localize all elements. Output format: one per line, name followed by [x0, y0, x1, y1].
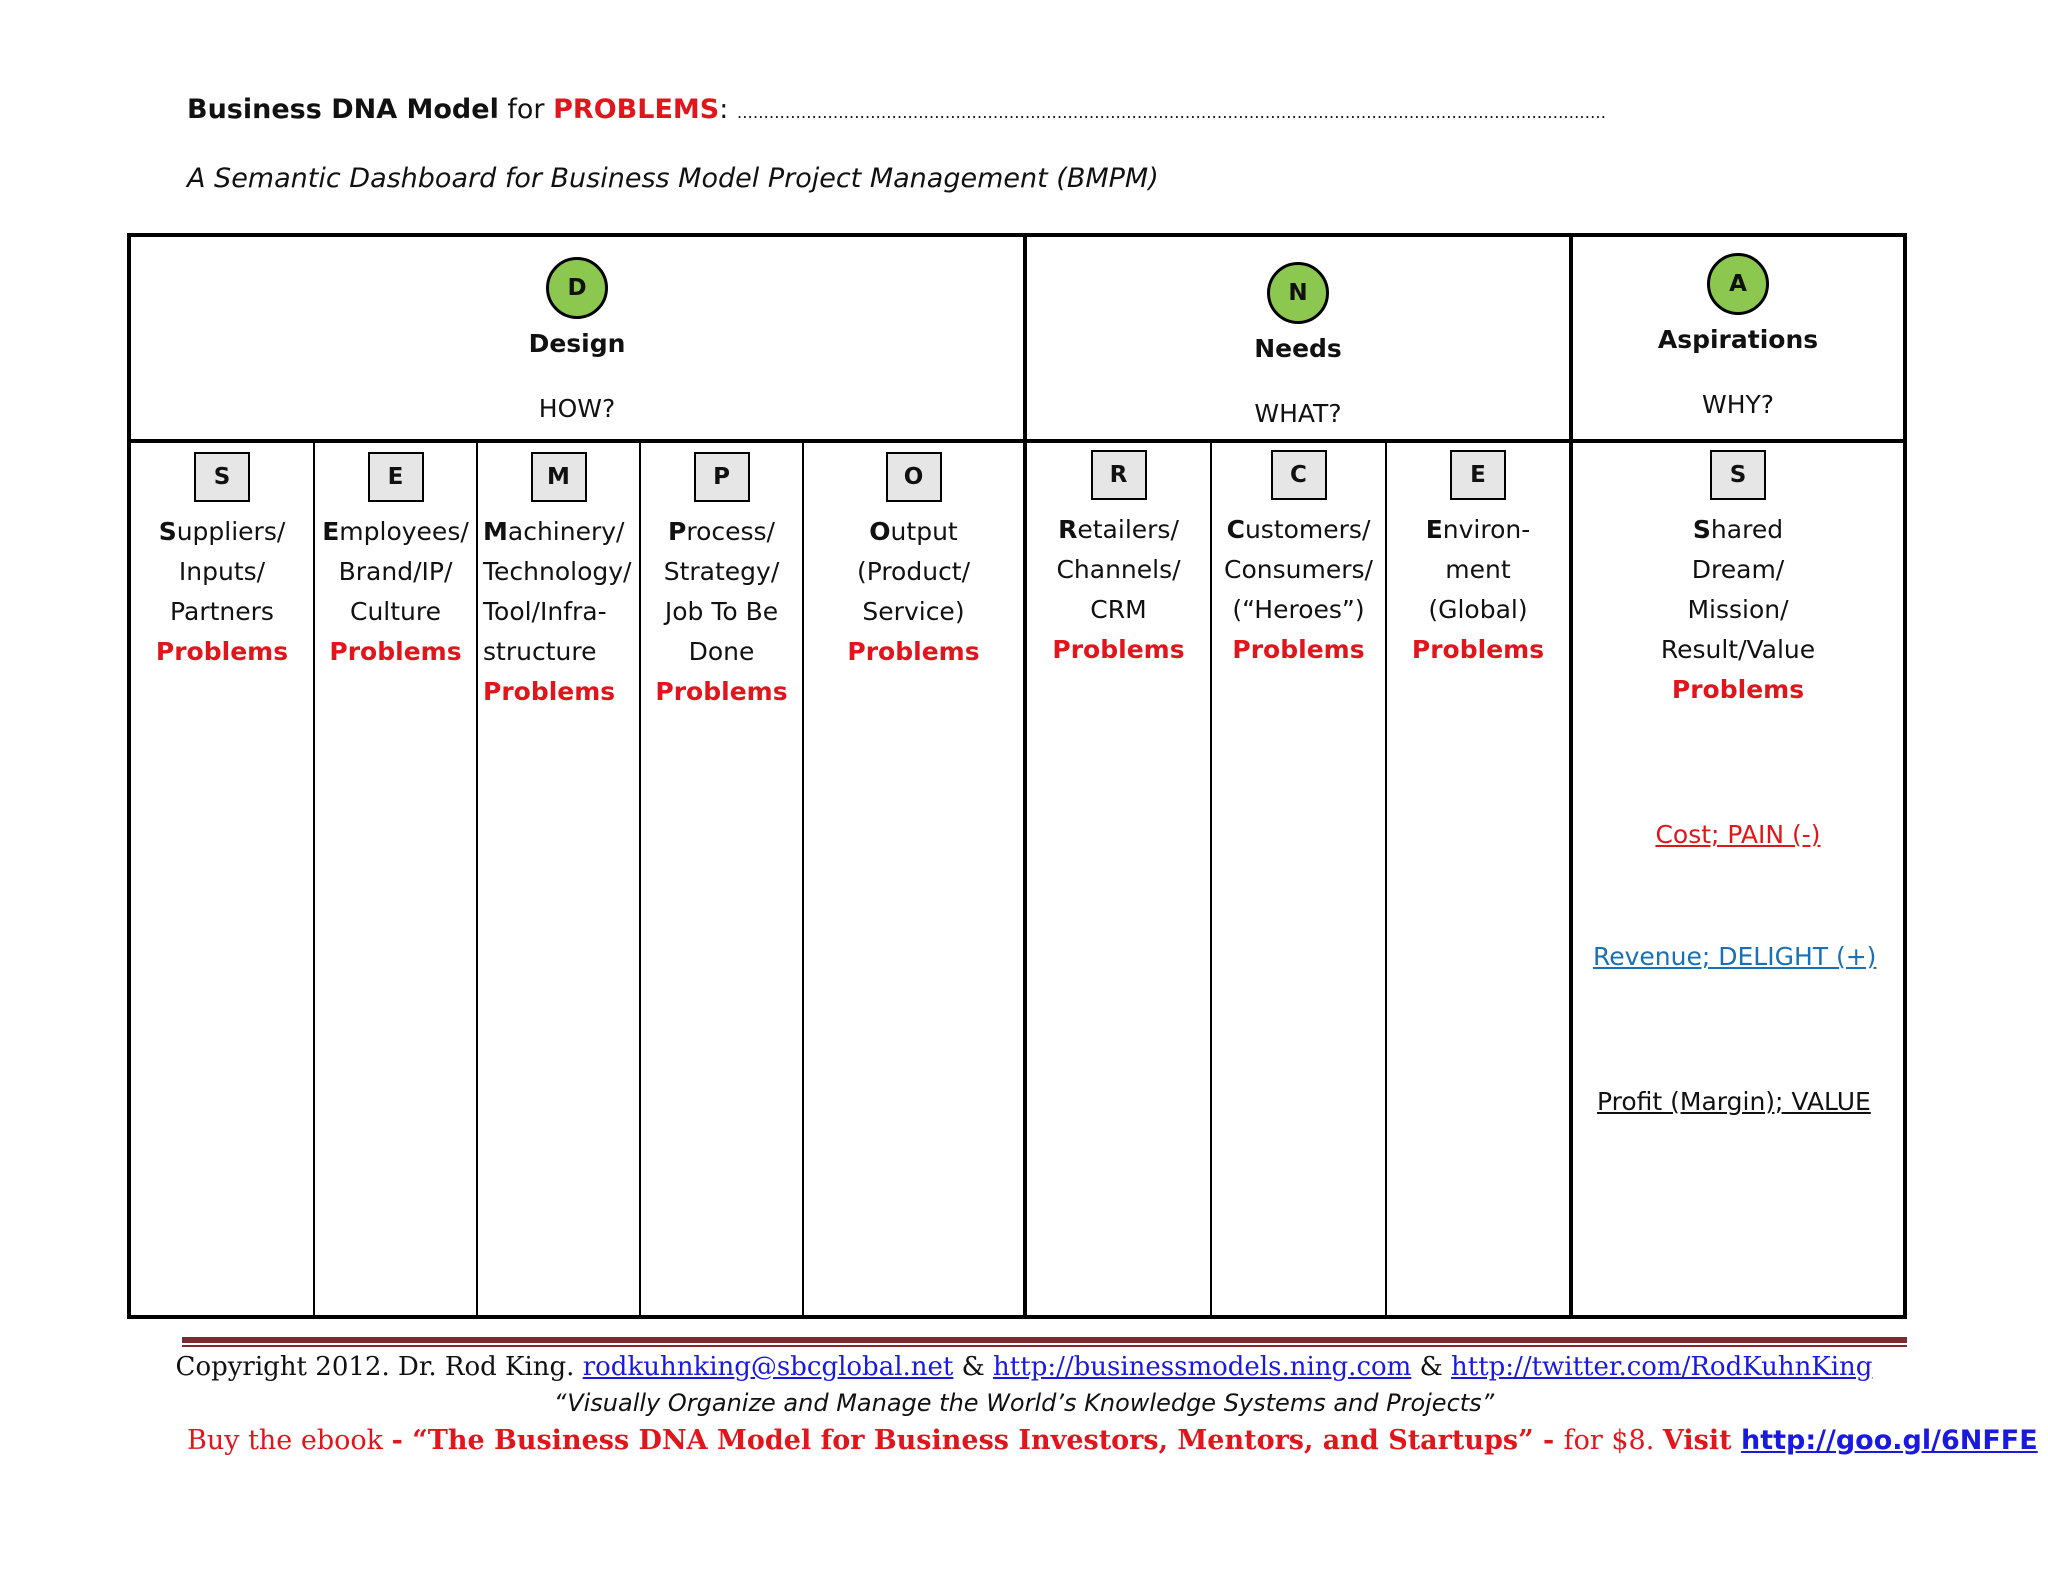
column-line: mployees/ [339, 517, 469, 546]
ebook-title: “The Business DNA Model for Business Investors, Mentors, and Startups” [412, 1425, 1534, 1456]
buy-ebook-line [187, 1425, 2038, 1456]
column-letter-box: P [694, 452, 750, 502]
ampersand: & [953, 1352, 994, 1382]
buy-dash: - [391, 1425, 413, 1456]
column-line: Job To Be [664, 597, 779, 626]
section-needs [1027, 262, 1569, 428]
column-letter-box: M [531, 452, 587, 502]
profit-value-note: Profit (Margin); VALUE [1597, 1087, 1871, 1116]
column-line: Result/Value [1660, 635, 1816, 664]
site-link[interactable]: http://businessmodels.ning.com [993, 1352, 1412, 1382]
title-colon: : [719, 94, 737, 125]
column-line: ment [1445, 555, 1511, 584]
column-output [804, 452, 1023, 672]
column-line: Consumers/ [1224, 555, 1373, 584]
page-subtitle: A Semantic Dashboard for Business Model Project Management (BMPM) [187, 163, 1159, 194]
column-environment [1387, 450, 1569, 670]
column-letter-box: E [368, 452, 424, 502]
column-line: (“Heroes”) [1232, 595, 1365, 624]
aspirations-question: WHY? [1701, 390, 1775, 419]
section-design [131, 257, 1023, 423]
problems-label: Problems [655, 677, 788, 706]
column-process [641, 452, 802, 712]
column-line: Technology/ [483, 557, 632, 586]
problems-label: Problems [329, 637, 462, 666]
problems-label: Problems [1232, 635, 1365, 664]
column-line: (Global) [1428, 595, 1528, 624]
column-retailers [1027, 450, 1210, 670]
column-line: (Product/ [856, 557, 971, 586]
column-letter-box: S [194, 452, 250, 502]
column-employees [315, 452, 476, 672]
column-line: CRM [1090, 595, 1147, 624]
column-line: achinery/ [507, 517, 625, 546]
title-for: for [498, 94, 554, 125]
column-letter-box: S [1710, 450, 1766, 500]
problems-label: Problems [155, 637, 289, 666]
column-line: Inputs/ [178, 557, 266, 586]
footer-rule-thin [182, 1345, 1907, 1347]
column-line: Partners [170, 597, 274, 626]
column-line: uppliers/ [176, 517, 286, 546]
header-divider [127, 439, 1907, 443]
cost-pain-note: Cost; PAIN (-) [1655, 820, 1821, 849]
column-line: Dream/ [1691, 555, 1785, 584]
column-initial: M [483, 517, 508, 546]
column-line: Tool/Infra- [483, 597, 607, 626]
column-machinery [478, 452, 639, 712]
title-dots: …………………………………………………………………………………………………………………………………….………… [736, 103, 1606, 122]
design-title: Design [528, 329, 626, 358]
problems-label: Problems [1052, 635, 1185, 664]
buy-dash: - [1533, 1425, 1564, 1456]
column-suppliers [131, 452, 313, 672]
column-line: Done [688, 637, 755, 666]
column-initial: S [1692, 515, 1711, 544]
buy-prefix: Buy the ebook [187, 1425, 392, 1456]
aspirations-circle: A [1707, 253, 1769, 315]
page-title [187, 94, 1606, 125]
problems-label: Problems [483, 677, 616, 706]
column-line: Service) [862, 597, 965, 626]
column-initial: S [158, 517, 177, 546]
tagline-quote: “Visually Organize and Manage the World’s Knowledge Systems and Projects” [553, 1389, 1495, 1417]
problems-label: Problems [847, 637, 980, 666]
copyright-text: Copyright 2012. Dr. Rod King. [175, 1352, 583, 1382]
needs-title: Needs [1254, 334, 1342, 363]
column-line: etailers/ [1077, 515, 1179, 544]
column-line: structure [483, 637, 597, 666]
title-bold: Business DNA Model [187, 94, 499, 125]
column-line: ustomers/ [1244, 515, 1371, 544]
problems-label: Problems [1671, 675, 1805, 704]
twitter-link[interactable]: http://twitter.com/RodKuhnKing [1451, 1352, 1873, 1382]
column-initial: R [1058, 515, 1078, 544]
ebook-link[interactable]: http://goo.gl/6NFFE [1740, 1425, 2038, 1456]
needs-circle: N [1267, 262, 1329, 324]
column-line: utput [890, 517, 958, 546]
column-line: nviron- [1442, 515, 1531, 544]
column-line: rocess/ [686, 517, 775, 546]
footer-rule [182, 1337, 1907, 1343]
column-line: Brand/IP/ [338, 557, 453, 586]
email-link[interactable]: rodkuhnking@sbcglobal.net [582, 1352, 954, 1382]
column-letter-box: O [886, 452, 942, 502]
copyright-line [0, 1352, 2048, 1382]
column-customers [1212, 450, 1385, 670]
column-initial: E [1425, 515, 1443, 544]
column-line: hared [1710, 515, 1784, 544]
title-problems: PROBLEMS [553, 94, 720, 125]
column-initial: P [668, 517, 687, 546]
column-letter-box: C [1271, 450, 1327, 500]
buy-price: for $8. [1563, 1425, 1663, 1456]
problems-label: Problems [1411, 635, 1545, 664]
column-initial: C [1226, 515, 1245, 544]
column-line: Strategy/ [663, 557, 780, 586]
column-shared [1573, 450, 1903, 710]
ampersand: & [1411, 1352, 1452, 1382]
column-initial: O [869, 517, 891, 546]
design-circle: D [546, 257, 608, 319]
design-question: HOW? [538, 394, 616, 423]
section-aspirations [1573, 253, 1903, 419]
column-line: Mission/ [1687, 595, 1789, 624]
column-letter-box: E [1450, 450, 1506, 500]
column-line: Channels/ [1056, 555, 1181, 584]
aspirations-title: Aspirations [1657, 325, 1819, 354]
column-initial: E [322, 517, 340, 546]
needs-question: WHAT? [1254, 399, 1342, 428]
revenue-delight-note: Revenue; DELIGHT (+) [1593, 942, 1877, 971]
column-line: Culture [349, 597, 441, 626]
column-letter-box: R [1091, 450, 1147, 500]
buy-visit: Visit [1662, 1425, 1741, 1456]
